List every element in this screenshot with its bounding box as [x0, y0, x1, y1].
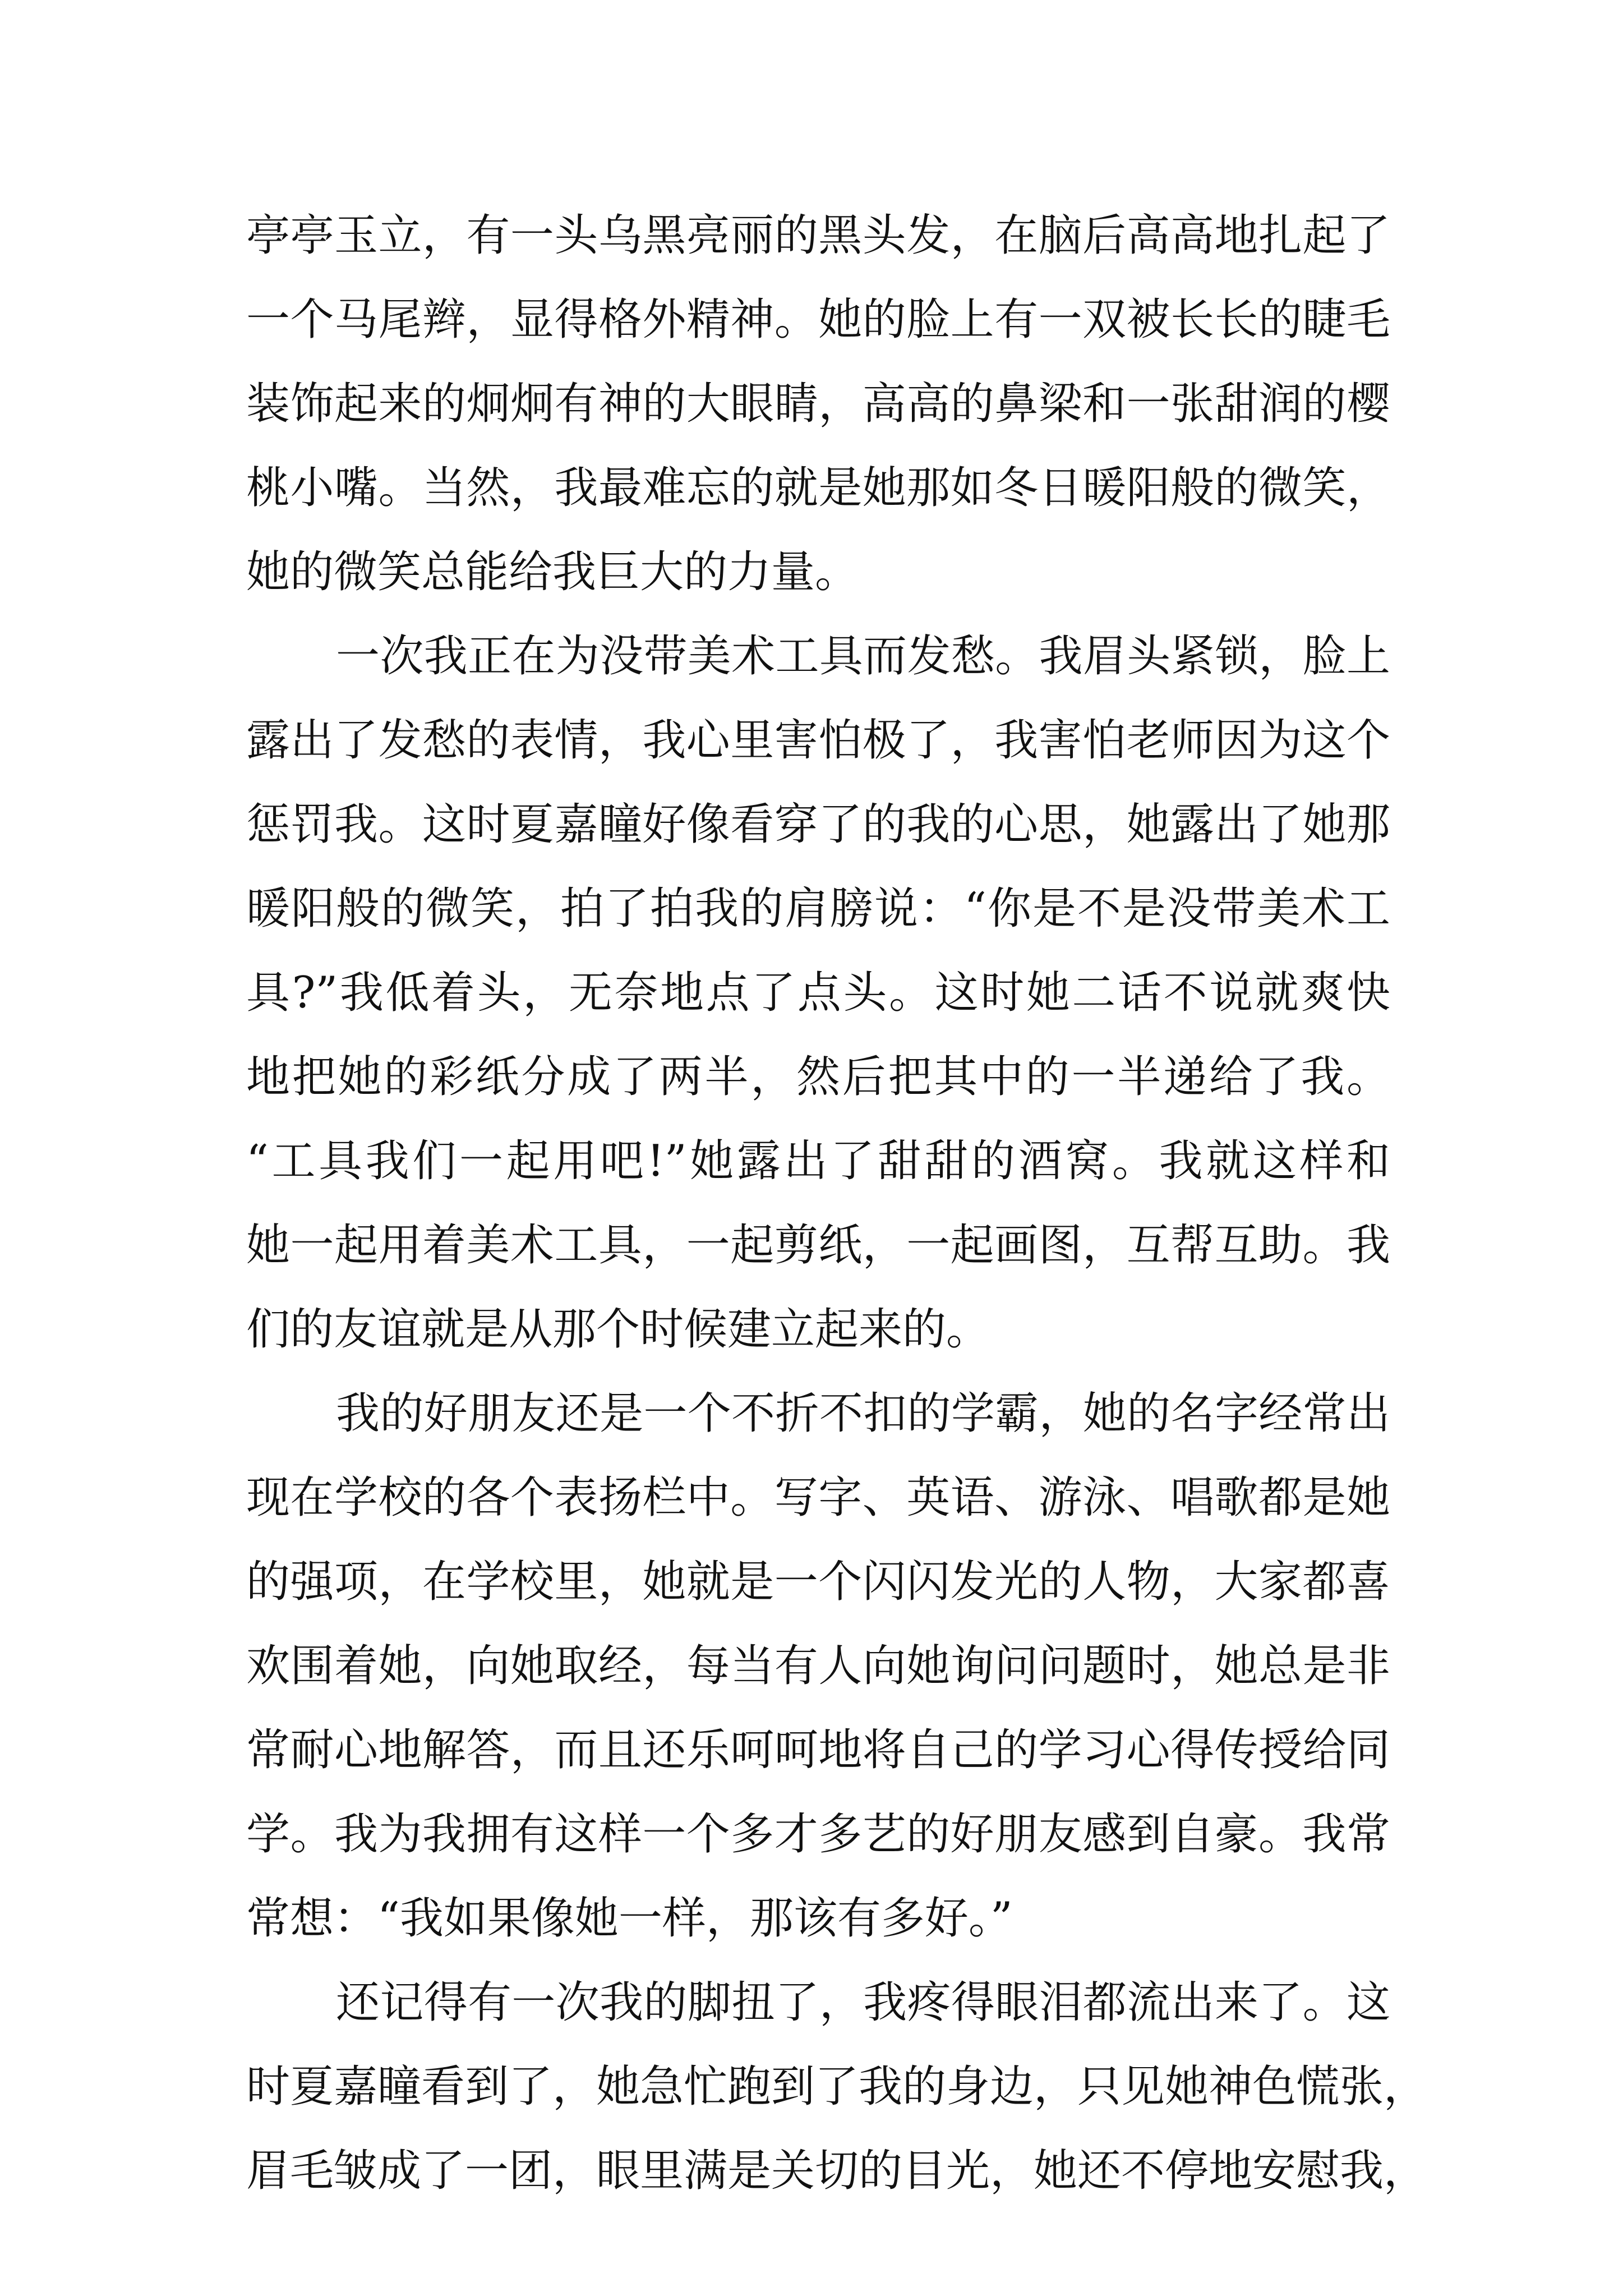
text-line: 眉毛皱成了一团，眼里满是关切的目光，她还不停地安慰我，	[246, 2146, 1428, 2196]
text-line: 的强项，在学校里，她就是一个闪闪发光的人物，大家都喜	[246, 1557, 1390, 1607]
text-line: 她的微笑总能给我巨大的力量。	[246, 547, 859, 597]
text-line: 们的友谊就是从那个时候建立起来的。	[246, 1304, 990, 1355]
text-line: 露出了发愁的表情，我心里害怕极了，我害怕老师因为这个	[246, 715, 1390, 766]
text-line: 暖阳般的微笑，拍了拍我的肩膀说：“你是不是没带美术工	[246, 884, 1390, 934]
text-line: 常想：“我如果像她一样，那该有多好。”	[246, 1893, 1013, 1944]
text-line: 具?”我低着头，无奈地点了点头。这时她二话不说就爽快	[246, 968, 1390, 1018]
text-line: 亭亭玉立，有一头乌黑亮丽的黑头发，在脑后高高地扎起了	[246, 210, 1390, 261]
paragraph-first-line: 一次我正在为没带美术工具而发愁。我眉头紧锁，脸上	[336, 631, 1390, 682]
text-line: 装饰起来的炯炯有神的大眼睛，高高的鼻梁和一张甜润的樱	[246, 379, 1390, 429]
text-line: 桃小嘴。当然，我最难忘的就是她那如冬日暖阳般的微笑，	[246, 463, 1390, 513]
text-line: 地把她的彩纸分成了两半，然后把其中的一半递给了我。	[246, 1052, 1390, 1102]
text-line: 常耐心地解答，而且还乐呵呵地将自己的学习心得传授给同	[246, 1725, 1390, 1775]
paragraph-first-line: 还记得有一次我的脚扭了，我疼得眼泪都流出来了。这	[336, 1977, 1390, 2028]
text-line: 她一起用着美术工具，一起剪纸，一起画图，互帮互助。我	[246, 1220, 1390, 1271]
text-line: 欢围着她，向她取经，每当有人向她询问问题时，她总是非	[246, 1641, 1390, 1691]
text-line: 时夏嘉瞳看到了，她急忙跑到了我的身边，只见她神色慌张，	[246, 2062, 1428, 2112]
text-line: 学。我为我拥有这样一个多才多艺的好朋友感到自豪。我常	[246, 1809, 1390, 1860]
text-line: “工具我们一起用吧!”她露出了甜甜的酒窝。我就这样和	[246, 1136, 1390, 1186]
text-line: 现在学校的各个表扬栏中。写字、英语、游泳、唱歌都是她	[246, 1473, 1390, 1523]
paragraph-first-line: 我的好朋友还是一个不折不扣的学霸，她的名字经常出	[336, 1388, 1390, 1439]
text-line: 一个马尾辫，显得格外精神。她的脸上有一双被长长的睫毛	[246, 295, 1390, 345]
text-line: 惩罚我。这时夏嘉瞳好像看穿了的我的心思，她露出了她那	[246, 799, 1390, 850]
